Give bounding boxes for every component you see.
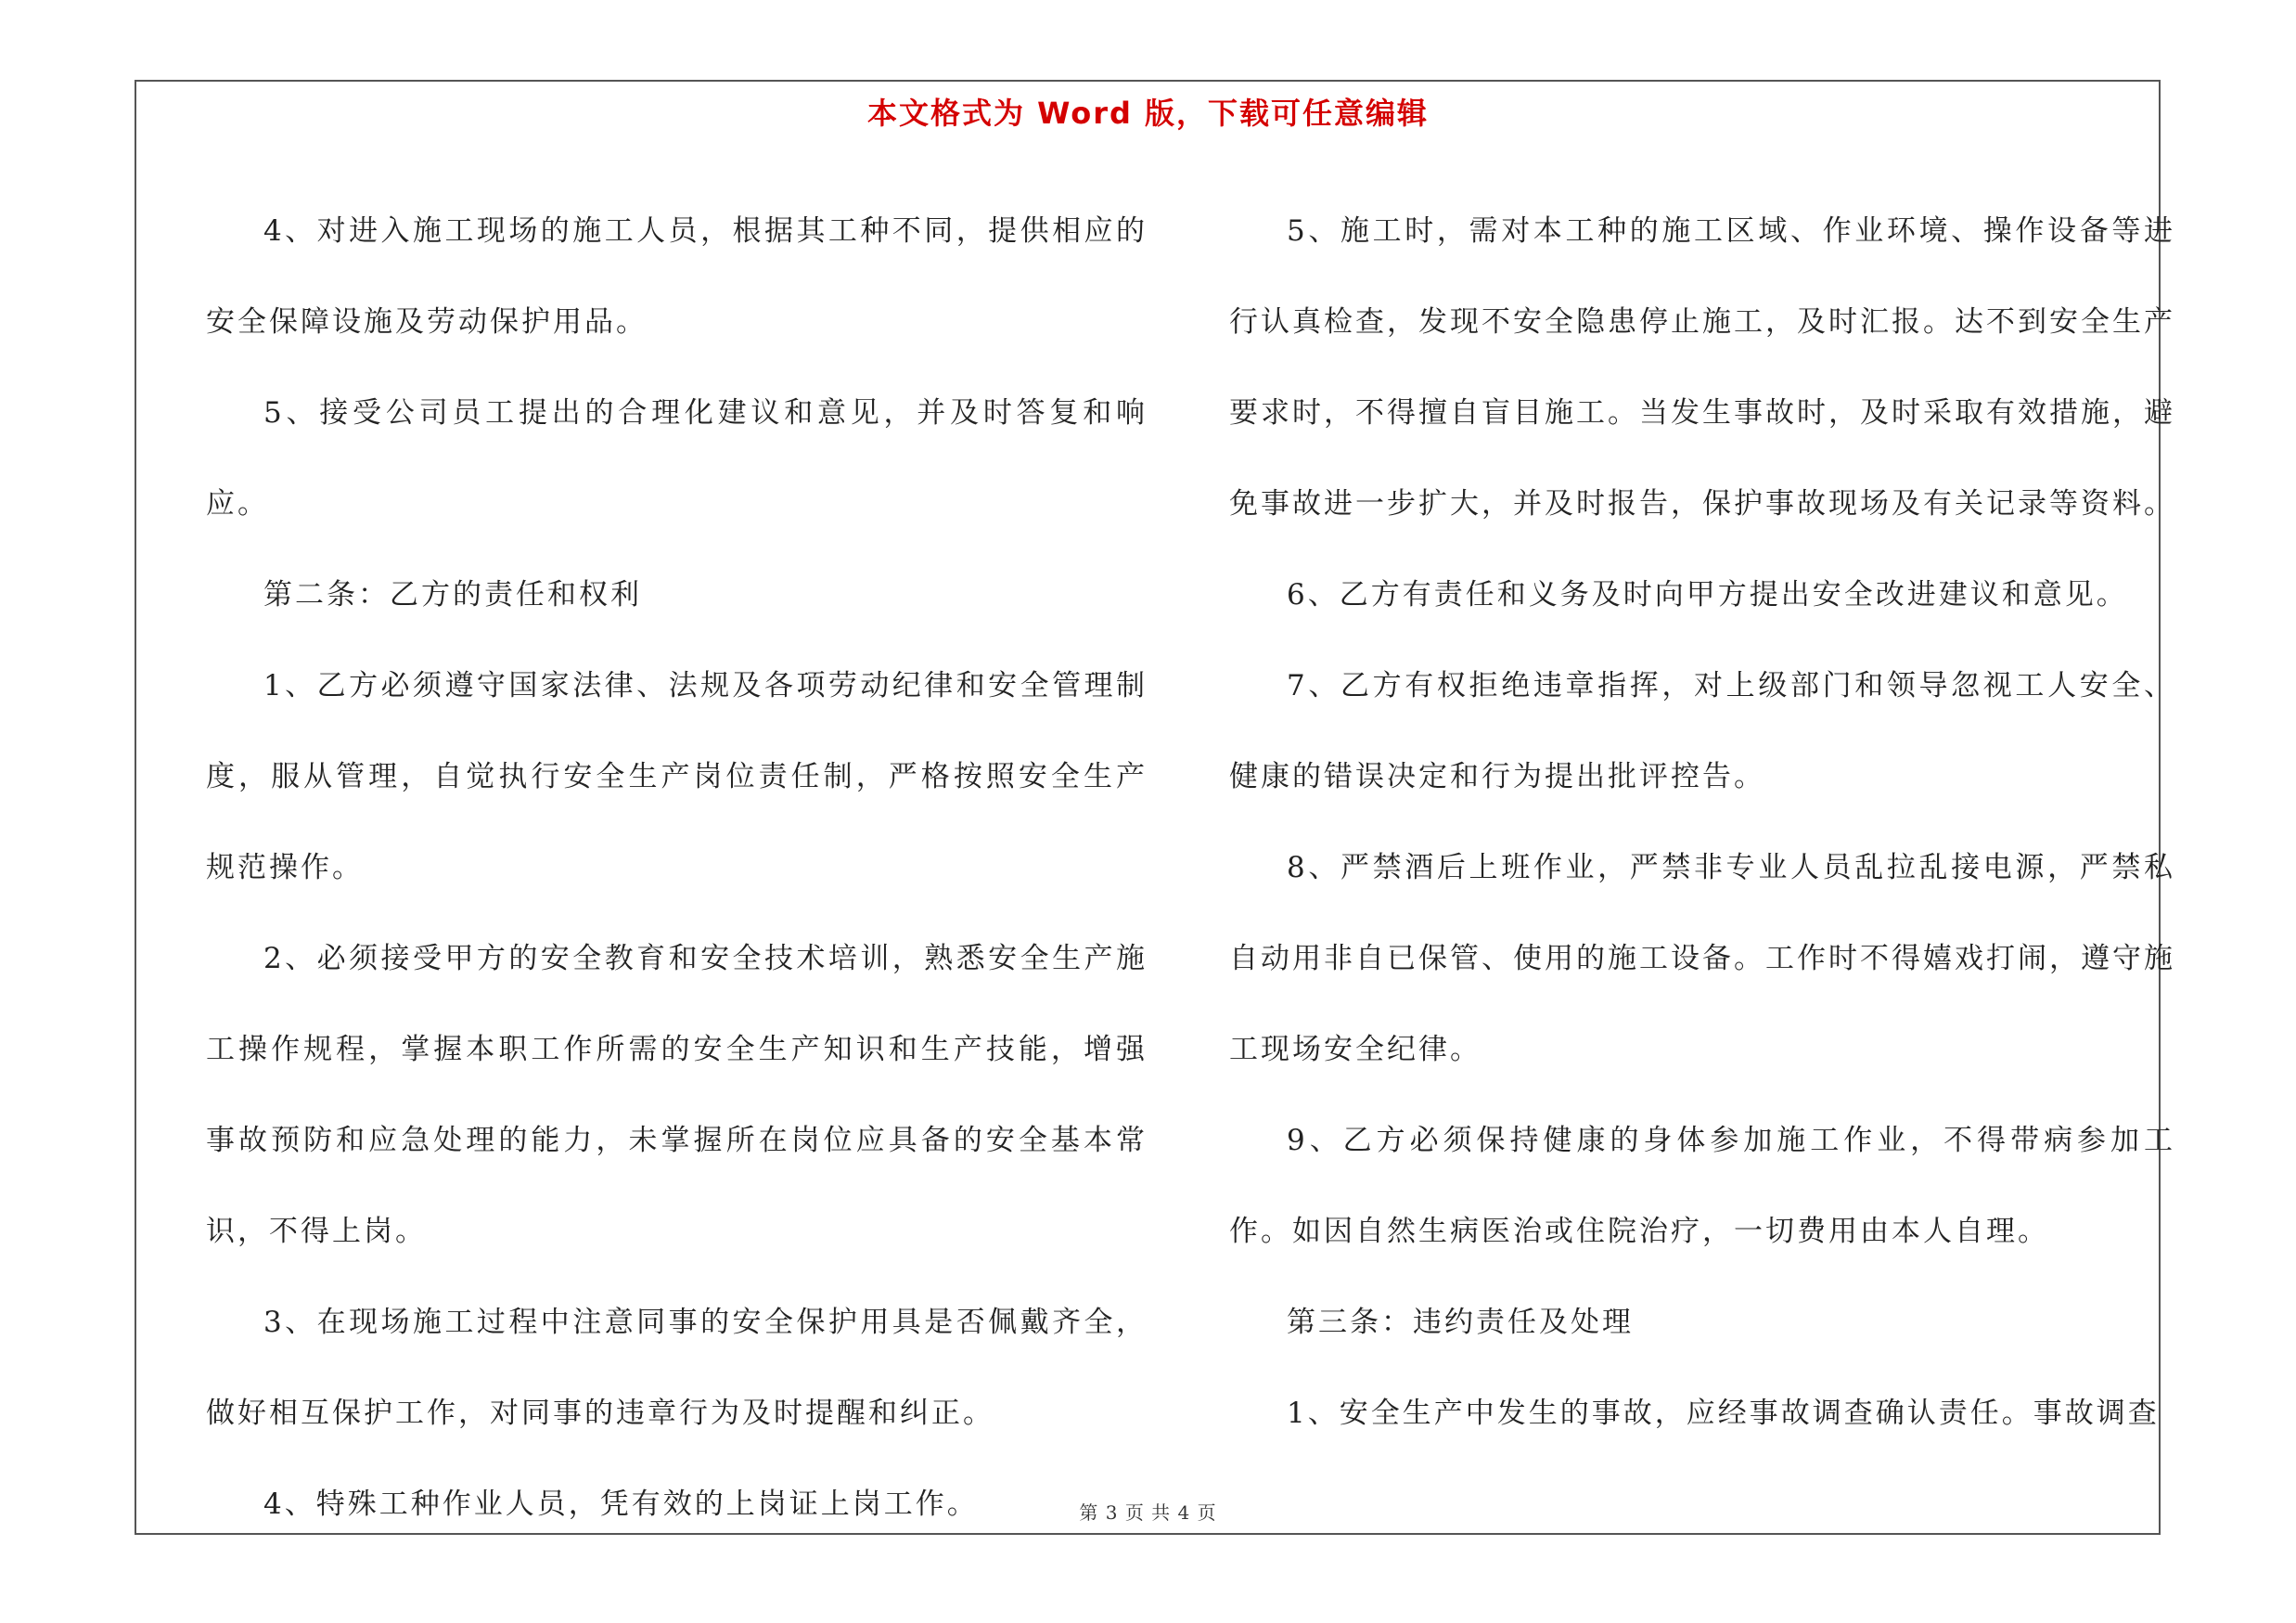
left-column <box>206 186 1148 1550</box>
format-notice-banner: 本文格式为 Word 版，下载可任意编辑 <box>866 96 1430 131</box>
paragraph: 7、乙方有权拒绝违章指挥，对上级部门和领导忽视工人安全、健康的错误决定和行为提出批评控告。 <box>1229 669 2175 793</box>
paragraph: 3、在现场施工过程中注意同事的安全保护用具是否佩戴齐全，做好相互保护工作，对同事的违章行为及时提醒和纠正。 <box>206 1306 1148 1430</box>
paragraph: 4、对进入施工现场的施工人员，根据其工种不同，提供相应的安全保障设施及劳动保护用品。 <box>206 214 1148 339</box>
section-heading: 第二条：乙方的责任和权利 <box>263 578 642 612</box>
right-column <box>1229 186 2175 1459</box>
paragraph: 4、特殊工种作业人员，凭有效的上岗证上岗工作。 <box>263 1488 979 1521</box>
paragraph: 8、严禁酒后上班作业，严禁非专业人员乱拉乱接电源，严禁私自动用非自已保管、使用的施工设备。工作时不得嬉戏打闹，遵守施工现场安全纪律。 <box>1229 851 2175 1066</box>
paragraph: 6、乙方有责任和义务及时向甲方提出安全改进建议和意见。 <box>1287 578 2128 612</box>
section-heading: 第三条：违约责任及处理 <box>1287 1306 1634 1339</box>
paragraph: 5、接受公司员工提出的合理化建议和意见，并及时答复和响应。 <box>206 396 1148 521</box>
paragraph: 1、安全生产中发生的事故，应经事故调查确认责任。事故调查 <box>1287 1397 2160 1430</box>
paragraph: 2、必须接受甲方的安全教育和安全技术培训，熟悉安全生产施工操作规程，掌握本职工作所需的安全生产知识和生产技能，增强事故预防和应急处理的能力，未掌握所在岗位应具备的安全基本常识，不得上岗。 <box>206 942 1148 1248</box>
page-number-footer: 第 3 页 共 4 页 <box>1079 1501 1217 1524</box>
paragraph: 9、乙方必须保持健康的身体参加施工作业，不得带病参加工作。如因自然生病医治或住院治疗，一切费用由本人自理。 <box>1229 1124 2175 1248</box>
paragraph: 1、乙方必须遵守国家法律、法规及各项劳动纪律和安全管理制度，服从管理，自觉执行安全生产岗位责任制，严格按照安全生产规范操作。 <box>206 669 1148 884</box>
paragraph: 5、施工时，需对本工种的施工区域、作业环境、操作设备等进行认真检查，发现不安全隐患停止施工，及时汇报。达不到安全生产要求时，不得擅自盲目施工。当发生事故时，及时采取有效措施，避免事故进一步扩大，并及时报告，保护事故现场及有关记录等资料。 <box>1229 214 2175 521</box>
